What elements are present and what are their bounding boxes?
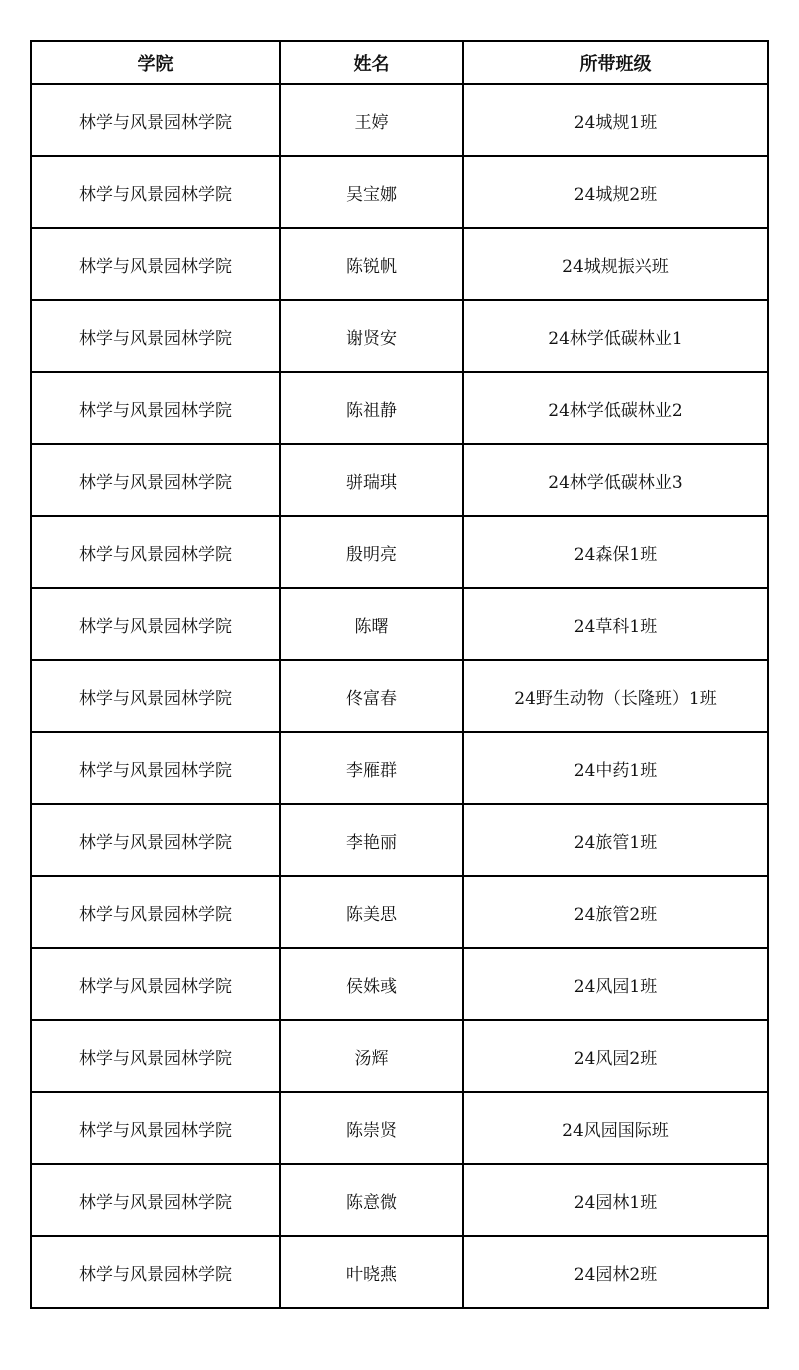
cell-college: 林学与风景园林学院: [31, 732, 280, 804]
header-name: 姓名: [280, 41, 463, 84]
roster-table: [30, 40, 769, 1309]
cell-class: 24林学低碳林业3: [463, 444, 768, 516]
cell-class: 24城规1班: [463, 84, 768, 156]
table-row: [31, 372, 768, 444]
cell-college: 林学与风景园林学院: [31, 876, 280, 948]
table-row: [31, 588, 768, 660]
cell-class: 24园林1班: [463, 1164, 768, 1236]
cell-name: 陈锐帆: [280, 228, 463, 300]
cell-college: 林学与风景园林学院: [31, 588, 280, 660]
cell-college: 林学与风景园林学院: [31, 228, 280, 300]
header-college: 学院: [31, 41, 280, 84]
cell-name: 陈意微: [280, 1164, 463, 1236]
cell-college: 林学与风景园林学院: [31, 948, 280, 1020]
cell-college: 林学与风景园林学院: [31, 156, 280, 228]
cell-class: 24旅管1班: [463, 804, 768, 876]
cell-name: 侯姝彧: [280, 948, 463, 1020]
table-body: [31, 84, 768, 1308]
cell-name: 李雁群: [280, 732, 463, 804]
cell-name: 陈祖静: [280, 372, 463, 444]
cell-college: 林学与风景园林学院: [31, 660, 280, 732]
cell-name: 陈曙: [280, 588, 463, 660]
cell-class: 24野生动物（长隆班）1班: [463, 660, 768, 732]
cell-name: 谢贤安: [280, 300, 463, 372]
cell-college: 林学与风景园林学院: [31, 372, 280, 444]
cell-college: 林学与风景园林学院: [31, 300, 280, 372]
table-row: [31, 1092, 768, 1164]
cell-name: 佟富春: [280, 660, 463, 732]
cell-college: 林学与风景园林学院: [31, 516, 280, 588]
cell-college: 林学与风景园林学院: [31, 1164, 280, 1236]
table-row: [31, 228, 768, 300]
cell-class: 24风园2班: [463, 1020, 768, 1092]
header-class: 所带班级: [463, 41, 768, 84]
table-header: [31, 41, 768, 84]
cell-name: 骈瑞琪: [280, 444, 463, 516]
cell-name: 李艳丽: [280, 804, 463, 876]
table-row: [31, 300, 768, 372]
cell-name: 王婷: [280, 84, 463, 156]
table-row: [31, 1020, 768, 1092]
cell-class: 24风园1班: [463, 948, 768, 1020]
cell-college: 林学与风景园林学院: [31, 1020, 280, 1092]
cell-class: 24林学低碳林业2: [463, 372, 768, 444]
cell-class: 24城规振兴班: [463, 228, 768, 300]
table-row: [31, 1236, 768, 1308]
cell-college: 林学与风景园林学院: [31, 1092, 280, 1164]
cell-name: 陈崇贤: [280, 1092, 463, 1164]
cell-class: 24园林2班: [463, 1236, 768, 1308]
table-row: [31, 444, 768, 516]
cell-college: 林学与风景园林学院: [31, 804, 280, 876]
cell-name: 吴宝娜: [280, 156, 463, 228]
table-row: [31, 804, 768, 876]
cell-name: 殷明亮: [280, 516, 463, 588]
cell-class: 24森保1班: [463, 516, 768, 588]
cell-class: 24风园国际班: [463, 1092, 768, 1164]
table-row: [31, 1164, 768, 1236]
table-row: [31, 876, 768, 948]
table-row: [31, 660, 768, 732]
cell-class: 24城规2班: [463, 156, 768, 228]
table-row: [31, 516, 768, 588]
cell-name: 汤辉: [280, 1020, 463, 1092]
cell-class: 24中药1班: [463, 732, 768, 804]
table-row: [31, 732, 768, 804]
table-row: [31, 156, 768, 228]
cell-class: 24旅管2班: [463, 876, 768, 948]
cell-college: 林学与风景园林学院: [31, 444, 280, 516]
cell-college: 林学与风景园林学院: [31, 84, 280, 156]
cell-college: 林学与风景园林学院: [31, 1236, 280, 1308]
header-row: [31, 41, 768, 84]
cell-class: 24林学低碳林业1: [463, 300, 768, 372]
table-row: [31, 84, 768, 156]
cell-name: 陈美思: [280, 876, 463, 948]
cell-name: 叶晓燕: [280, 1236, 463, 1308]
table-row: [31, 948, 768, 1020]
cell-class: 24草科1班: [463, 588, 768, 660]
